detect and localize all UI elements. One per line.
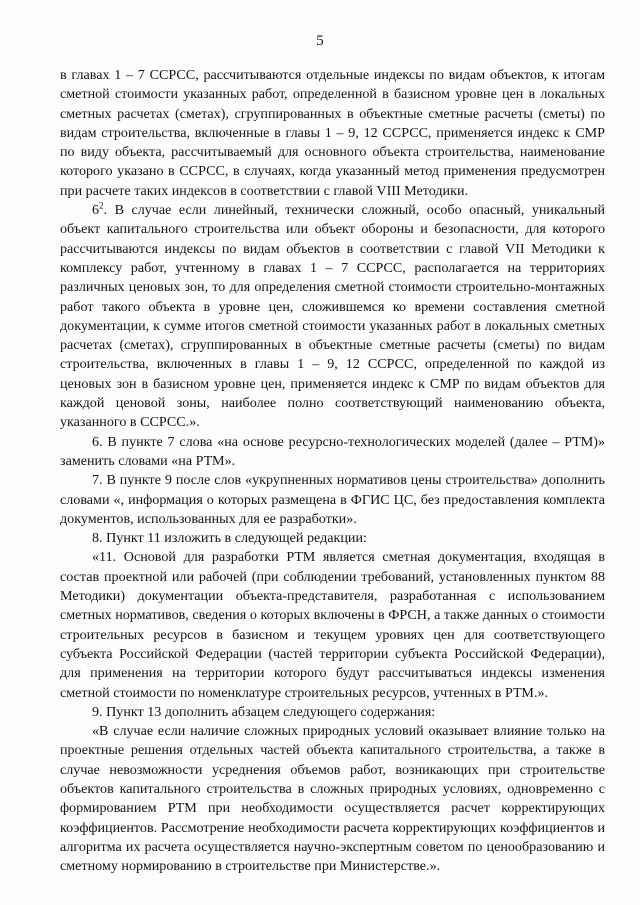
paragraph-item-7: 7. В пункте 9 после слов «укрупненных нормативов цены строительства» дополнить словами «, информация о которых размещена в ФГИС ЦС, без предоставления комплекта документов, использованных для ее разработки». (60, 472, 605, 527)
paragraph-item-8: 8. Пункт 11 изложить в следующей редакции: (92, 530, 367, 547)
paragraph-item-6-2 (60, 201, 605, 433)
item-number-suffix: . (103, 202, 108, 219)
body-text (60, 66, 605, 876)
paragraph-item-9: 9. Пункт 13 дополнить абзацем следующего содержания: (92, 703, 436, 720)
item-superscript: 2 (99, 200, 104, 211)
paragraph-continuation: в главах 1 – 7 ССРСС, рассчитываются отдельные индексы по видам объектов, к итогам сметной стоимости указанных работ, определенной в базисном уровне цен в локальных сметных расчетах (сметах), сгруппированных в объектные сметные расчеты (сметы) по видам строительства, включенные в главы 1 – 9, 12 ССРСС, применяется индекс к СМР по виду объекта, рассчитываемый для основного объекта строительства, наименование которого указано в ССРСС, в случаях, когда указанный метод применения предусмотрен при расчете таких индексов в соответствии с главой VIII Методики. (60, 67, 605, 199)
paragraph-item-13-quote: «В случае если наличие сложных природных условий оказывает влияние только на проектные решения отдельных частей объекта капитального строительства, а также в случае невозможности усреднения объемов работ, возникающих при строительстве объектов капитального строительства в сложных природных условиях, одновременно с формированием РТМ при необходимости осуществляется расчет корректирующих коэффициентов. Рассмотрение необходимости расчета корректирующих коэффициентов и алгоритма их расчета осуществляется научно-экспертным советом по ценообразованию и сметному нормированию в строительстве при Министерстве.». (60, 723, 605, 875)
item-number: 6 (92, 202, 100, 219)
page-number: 5 (316, 33, 324, 49)
paragraph-item-11-quote: «11. Основой для разработки РТМ является сметная документация, входящая в состав проектной или рабочей (при соблюдении требований, установленных пунктом 88 Методики) документации объекта-представителя, разработанная с использованием сметных нормативов, сведения о которых включены в ФРСН, а также данных о стоимости строительных ресурсов в базисном и текущем уровнях цен для соответствующего субъекта Российской Федерации (частей территории субъекта Российской Федерации), для применения на территории которого будут рассчитываться индексы изменения сметной стоимости по номенклатуре строительных ресурсов, учтенных в РТМ.». (60, 549, 605, 701)
paragraph-item-6-2-text: В случае если линейный, технически сложный, особо опасный, уникальный объект капитального строительства или объект обороны и безопасности, для которого рассчитываются индексы по видам объектов в соответствии с главой VII Методики к комплексу работ, учтенному в главах 1 – 7 ССРСС, располагается на территориях различных ценовых зон, то для определения сметной стоимости строительно-монтажных работ такого объекта в уровне цен, сложившемся ко времени составления сметной документации, к сумме итогов сметной стоимости указанных работ в локальных сметных расчетах (сметах), сгруппированных в объектные сметные расчеты (сметы) по видам строительства, включенных в главы 1 – 9, 12 ССРСС, определенной по каждой из ценовых зон в базисном уровне цен, применяется индекс к СМР по видам объектов для каждой ценовой зоны, наиболее полно соответствующий наименованию объекта, указанного в ССРСС.». (60, 202, 605, 431)
paragraph-item-6: 6. В пункте 7 слова «на основе ресурсно-технологических моделей (далее – РТМ)» заменить словами «на РТМ». (60, 433, 605, 469)
